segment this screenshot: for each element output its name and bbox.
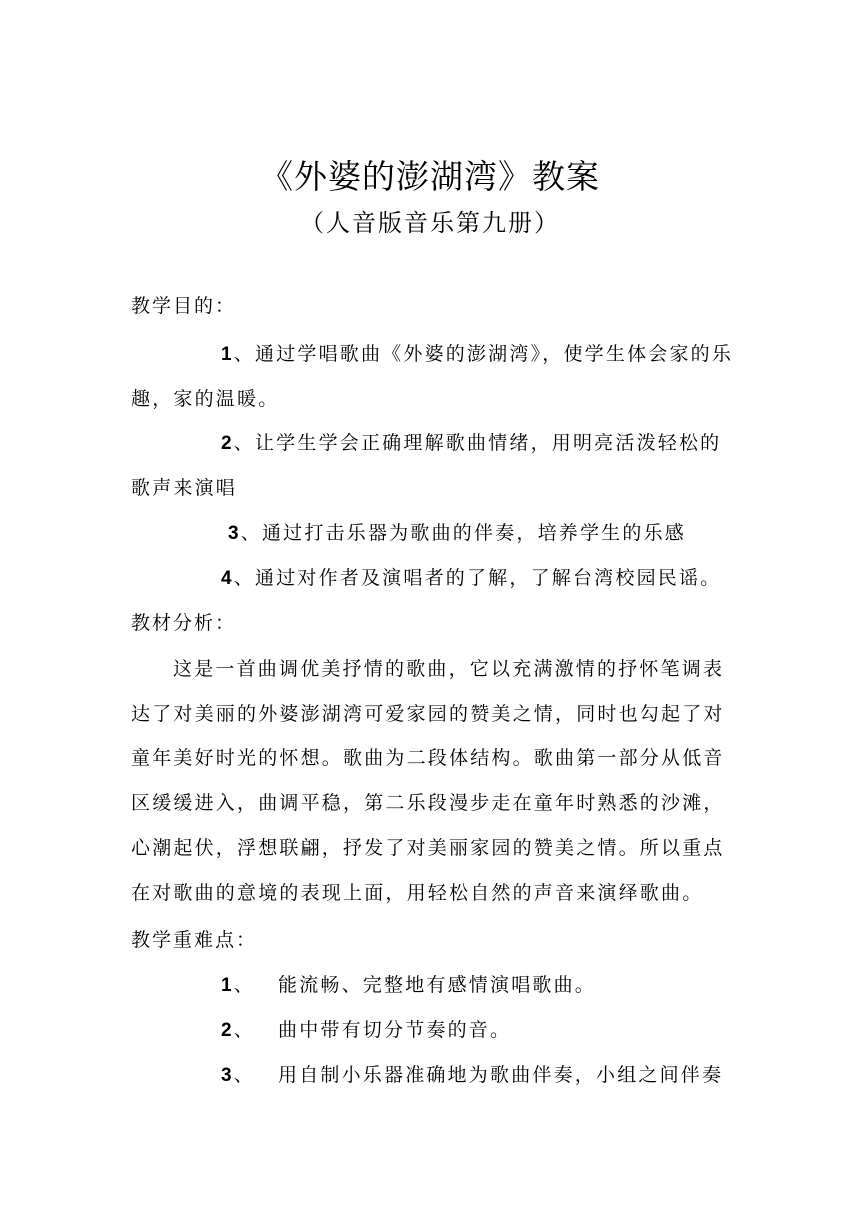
- difficulty-item-separator: 、: [233, 1064, 255, 1086]
- difficulty-item-number: 1: [221, 975, 234, 996]
- difficulty-item-number: 3: [221, 1065, 234, 1086]
- difficulty-item-2: [221, 1018, 255, 1043]
- goal-item-number: 2: [221, 433, 234, 454]
- analysis-line-5: 心潮起伏，浮想联翩，抒发了对美丽家园的赞美之情。所以重点: [131, 837, 725, 859]
- goal-item-4: [221, 566, 721, 591]
- analysis-line-4: 区缓缓进入，曲调平稳，第二乐段漫步走在童年时熟悉的沙滩，: [131, 792, 725, 814]
- goal-item-text: 、通过对作者及演唱者的了解，了解台湾校园民谣。: [233, 567, 722, 589]
- goal-item-number: 3: [228, 523, 241, 544]
- goal-item-text: 、通过学唱歌曲《外婆的澎湖湾》，使学生体会家的乐: [233, 343, 734, 365]
- goal-item-text: 、通过打击乐器为歌曲的伴奏，培养学生的乐感: [240, 522, 686, 544]
- goal-item-2: [221, 431, 721, 456]
- goal-item-text: 、让学生学会正确理解歌曲情绪，用明亮活泼轻松的: [233, 432, 722, 454]
- goal-item-3: [228, 521, 686, 546]
- goal-item-1-continuation: 趣，家的温暖。: [131, 388, 280, 410]
- goal-item-number: 4: [221, 568, 234, 589]
- difficulty-item-3: [221, 1063, 255, 1088]
- analysis-line-2: 达了对美丽的外婆澎湖湾可爱家园的赞美之情，同时也勾起了对: [131, 703, 725, 725]
- difficulty-item-1: [221, 973, 255, 998]
- difficulty-item-number: 2: [221, 1020, 234, 1041]
- difficulty-item-2-text: 曲中带有切分节奏的音。: [278, 1019, 512, 1041]
- document-subtitle: （人音版音乐第九册）: [300, 209, 560, 237]
- section-heading-difficulties: 教学重难点：: [131, 929, 258, 951]
- analysis-line-6: 在对歌曲的意境的表现上面，用轻松自然的声音来演绎歌曲。: [131, 882, 704, 904]
- document-title: 《外婆的澎湖湾》教案: [260, 157, 600, 196]
- analysis-line-1: 这是一首曲调优美抒情的歌曲，它以充满激情的抒怀笔调表: [173, 658, 725, 680]
- section-heading-analysis: 教材分析：: [131, 612, 237, 634]
- analysis-line-3: 童年美好时光的怀想。歌曲为二段体结构。歌曲第一部分从低音: [131, 747, 725, 769]
- goal-item-1: [221, 342, 733, 367]
- difficulty-item-1-text: 能流畅、完整地有感情演唱歌曲。: [278, 974, 597, 996]
- difficulty-item-3-text: 用自制小乐器准确地为歌曲伴奏，小组之间伴奏: [278, 1064, 724, 1086]
- section-heading-goals: 教学目的：: [131, 295, 237, 317]
- goal-item-number: 1: [221, 344, 234, 365]
- difficulty-item-separator: 、: [233, 1019, 255, 1041]
- goal-item-2-continuation: 歌声来演唱: [131, 477, 238, 499]
- difficulty-item-separator: 、: [233, 974, 255, 996]
